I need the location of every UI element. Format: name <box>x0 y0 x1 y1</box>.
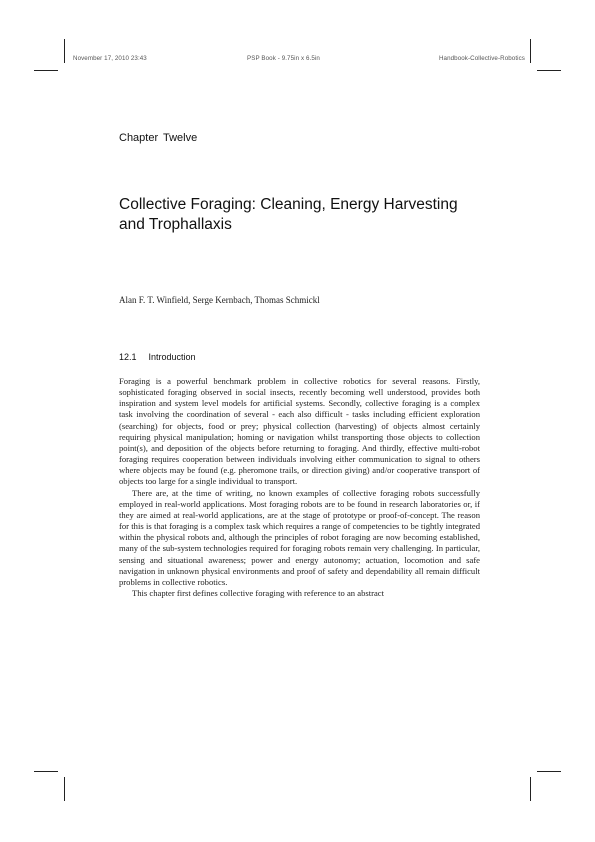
crop-mark-bottom-right-v <box>530 777 531 801</box>
crop-mark-top-right-h <box>537 70 561 71</box>
crop-mark-bottom-right-h <box>537 771 561 772</box>
chapter-authors: Alan F. T. Winfield, Serge Kernbach, Thomas Schmickl <box>119 295 320 305</box>
crop-mark-top-left-h <box>34 70 58 71</box>
running-head-title: Handbook-Collective-Robotics <box>438 55 525 62</box>
chapter-title: Collective Foraging: Cleaning, Energy Harvesting and Trophallaxis <box>119 196 458 233</box>
crop-mark-top-left-v <box>64 39 65 63</box>
crop-mark-top-right-v <box>530 39 531 63</box>
section-title: Introduction <box>148 352 196 362</box>
crop-mark-bottom-left-v <box>64 777 65 801</box>
paragraph-1: Foraging is a powerful benchmark problem in collective robotics for several reasons. Firstly, sophisticated foraging observed in social insects, recently becoming well understood, provides both inspiration and system level models for artificial systems. Secondly, collective foraging is a complex task involving the coordination of several - each also difficult - tasks including efficient exploration (searching) for objects, food or prey; physical collection (harvesting) of objects almost certainly requiring physical manipulation; homing or navigation whilst transporting those objects to collection point(s), and deposition of the objects before returning to foraging. And thirdly, effective multi-robot foraging requires cooperation between individuals involving either communication to signal to others where objects may be found (e.g. pheromone trails, or direction giving) and/or cooperative transport of objects too large for a single individual to transport. <box>119 376 480 487</box>
paragraph-2: There are, at the time of writing, no known examples of collective foraging robots successfully employed in real-world applications. Most foraging robots are to be found in research laboratories or, if they are aimed at real-world applications, are at the stage of prototype or proof-of-concept. The reason for this is that foraging is a complex task which requires a range of competencies to be tightly integrated within the physical robots and, although the principles of robot foraging are now becoming established, many of the sub-system technologies required for foraging robots remain very challenging. In particular, sensing and situational awareness; power and energy autonomy; actuation, locomotion and safe navigation in unknown physical environments and proof of safety and dependability all remain difficult problems in collective robotics. <box>119 487 480 587</box>
running-head-book: PSP Book - 9.75in x 6.5in <box>247 55 320 62</box>
chapter-label: Chapter Twelve <box>119 132 198 144</box>
paragraph-3: This chapter first defines collective foraging with reference to an abstract <box>132 587 384 598</box>
running-head-date: November 17, 2010 23:43 <box>73 55 147 62</box>
body-text <box>119 376 480 599</box>
section-heading <box>119 352 196 362</box>
section-number: 12.1 <box>119 352 137 362</box>
crop-mark-bottom-left-h <box>34 771 58 772</box>
